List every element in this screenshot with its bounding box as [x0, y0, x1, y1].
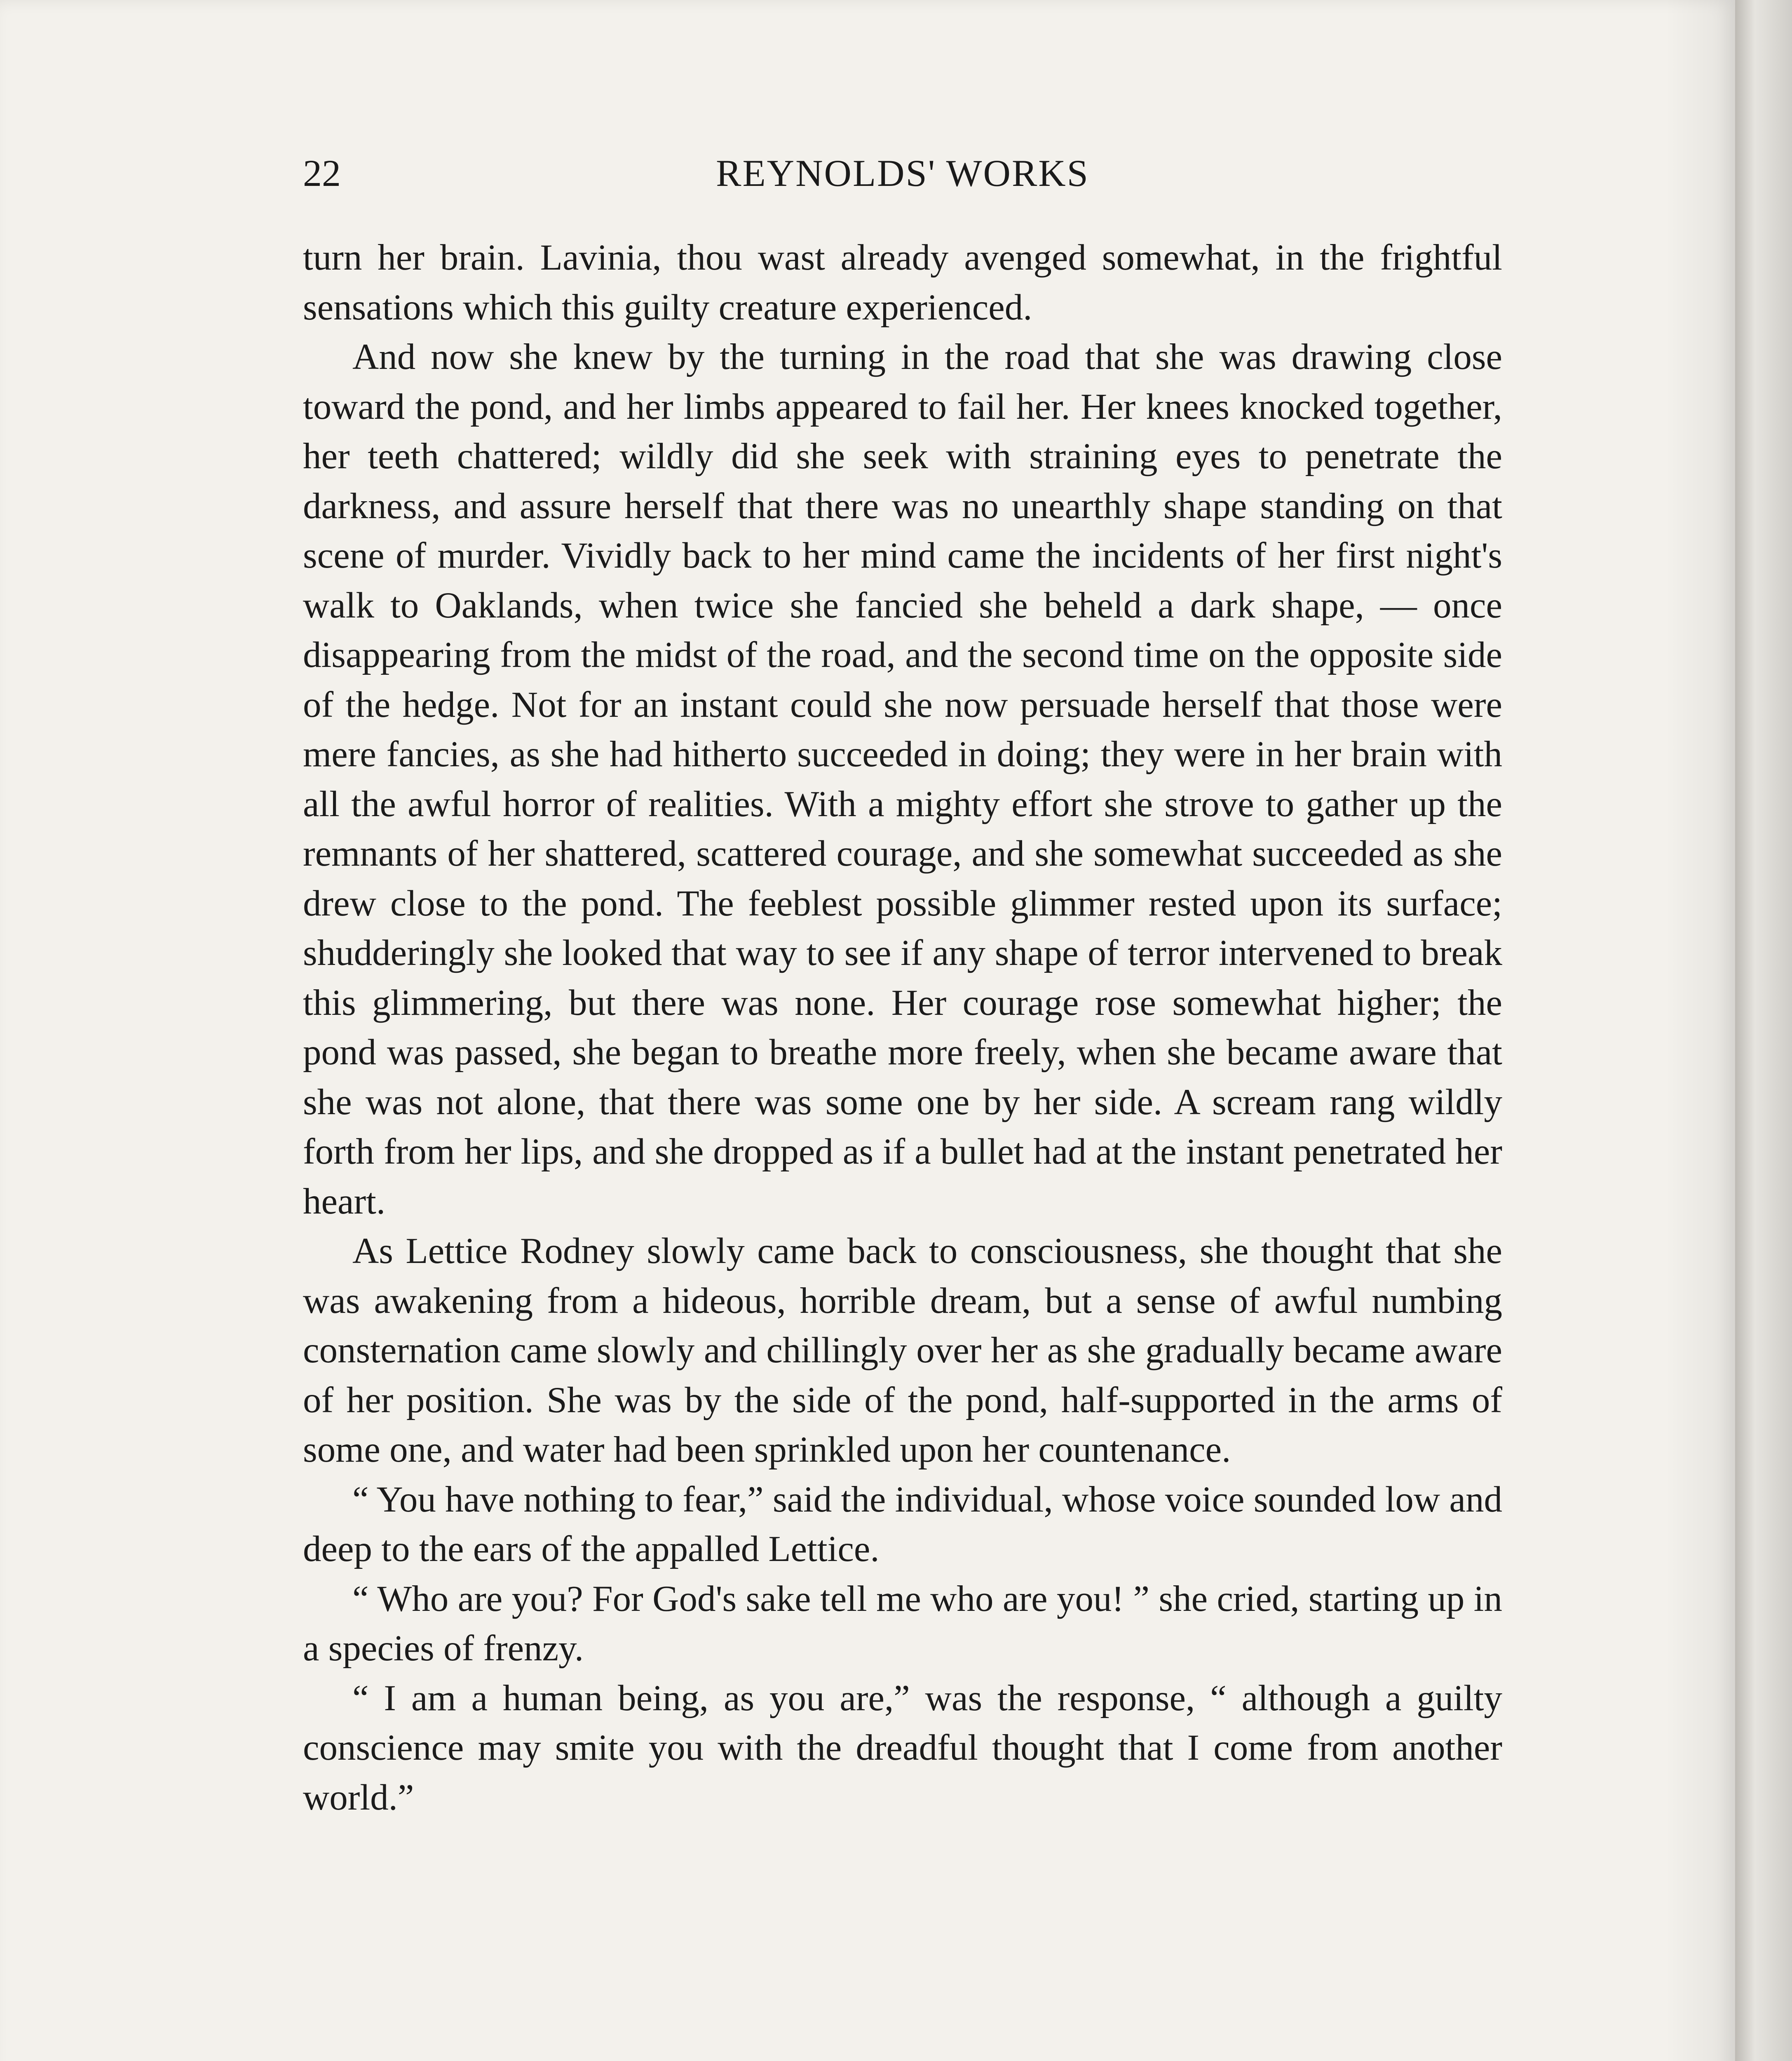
paragraph: As Lettice Rodney slowly came back to consciousness, she thought that she was awakening from a hideous, horrible dream, but a sense of awful numbing consternation came slowly and chillingly over her as she gradually became aware of her position. She was by the side of the pond, half-supported in the arms of some one, and water had been sprinkled upon her countenance. — [303, 1231, 1502, 1470]
page-gutter-shadow — [1665, 0, 1735, 2061]
paragraph: And now she knew by the turning in the road that she was drawing close toward the pond, and her limbs appeared to fail her. Her knees knocked together, her teeth chattered; wildly did she seek with straining eyes to penetrate the darkness, and assure herself that there was no unearthly shape standing on that scene of murder. Vividly back to her mind came the incidents of her first night's walk to Oaklands, when twice she fancied she beheld a dark shape, — once disappearing from the midst of the road, and the second time on the opposite side of the hedge. Not for an instant could she now persuade herself that those were mere fancies, as she had hitherto succeeded in doing; they were in her brain with all the awful horror of realities. With a mighty effort she strove to gather up the remnants of her shattered, scattered courage, and she somewhat succeeded as she drew close to the pond. The feeblest possible glimmer rested upon its surface; shudderingly she looked that way to see if any shape of terror intervened to break this glimmering, but there was none. Her courage rose somewhat higher; the pond was passed, she began to breathe more freely, when she became aware that she was not alone, that there was some one by her side. A scream rang wildly forth from her lips, and she dropped as if a bullet had at the instant penetrated her heart. — [303, 337, 1502, 1222]
body-text — [303, 233, 1502, 1822]
running-title: REYNOLDS' WORKS — [716, 152, 1089, 194]
paragraph-dialogue: “ You have nothing to fear,” said the individual, whose voice sounded low and deep to the ears of the appalled Lettice. — [303, 1479, 1502, 1569]
page-edge — [1735, 0, 1792, 2061]
running-head — [303, 148, 1502, 198]
page-number: 22 — [303, 152, 341, 194]
paragraph-continuation: turn her brain. Lavinia, thou wast already avenged somewhat, in the frightful sensations which this guilty creature experienced. — [303, 237, 1502, 328]
paragraph-dialogue: “ Who are you? For God's sake tell me who are you! ” she cried, starting up in a species of frenzy. — [303, 1578, 1502, 1669]
paragraph-dialogue: “ I am a human being, as you are,” was the response, “ although a guilty conscience may smite you with the dreadful thought that I come from another world.” — [303, 1678, 1502, 1818]
